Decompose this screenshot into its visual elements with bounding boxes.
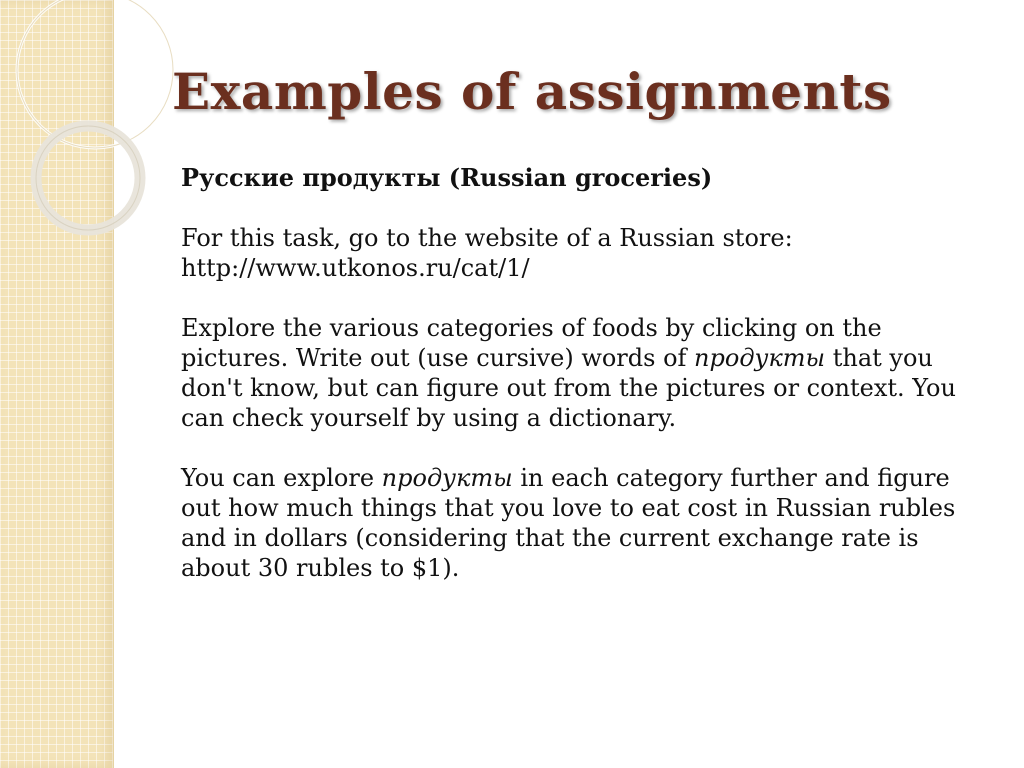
paragraph-website	[181, 223, 981, 283]
assignment-heading: Русские продукты (Russian groceries)	[181, 163, 713, 192]
explore-italic-word: продукты	[694, 344, 826, 372]
prices-italic-word: продукты	[381, 464, 513, 492]
slide-title: Examples of assignments	[172, 62, 892, 121]
slide-body	[181, 163, 981, 613]
paragraph-prices	[181, 463, 981, 583]
prices-text-end: in each category further and figure out how much things that you love to eat cost in Russian rubles and in dollars (considering that the current exchange rate is about 30 rubles to $1).	[181, 464, 956, 582]
paragraph-explore	[181, 313, 981, 433]
explore-text-start: Explore the various categories of foods by clicking on the pictures. Write out (use cursive) words of	[181, 314, 882, 372]
explore-text-end: that you don't know, but can figure out from the pictures or context. You can check yourself by using a dictionary.	[181, 344, 956, 432]
decorative-sidebar	[0, 0, 114, 768]
prices-text-start: You can explore	[181, 464, 382, 492]
store-url[interactable]: http://www.utkonos.ru/cat/1/	[181, 254, 530, 282]
website-instruction: For this task, go to the website of a Russian store:	[181, 224, 793, 252]
